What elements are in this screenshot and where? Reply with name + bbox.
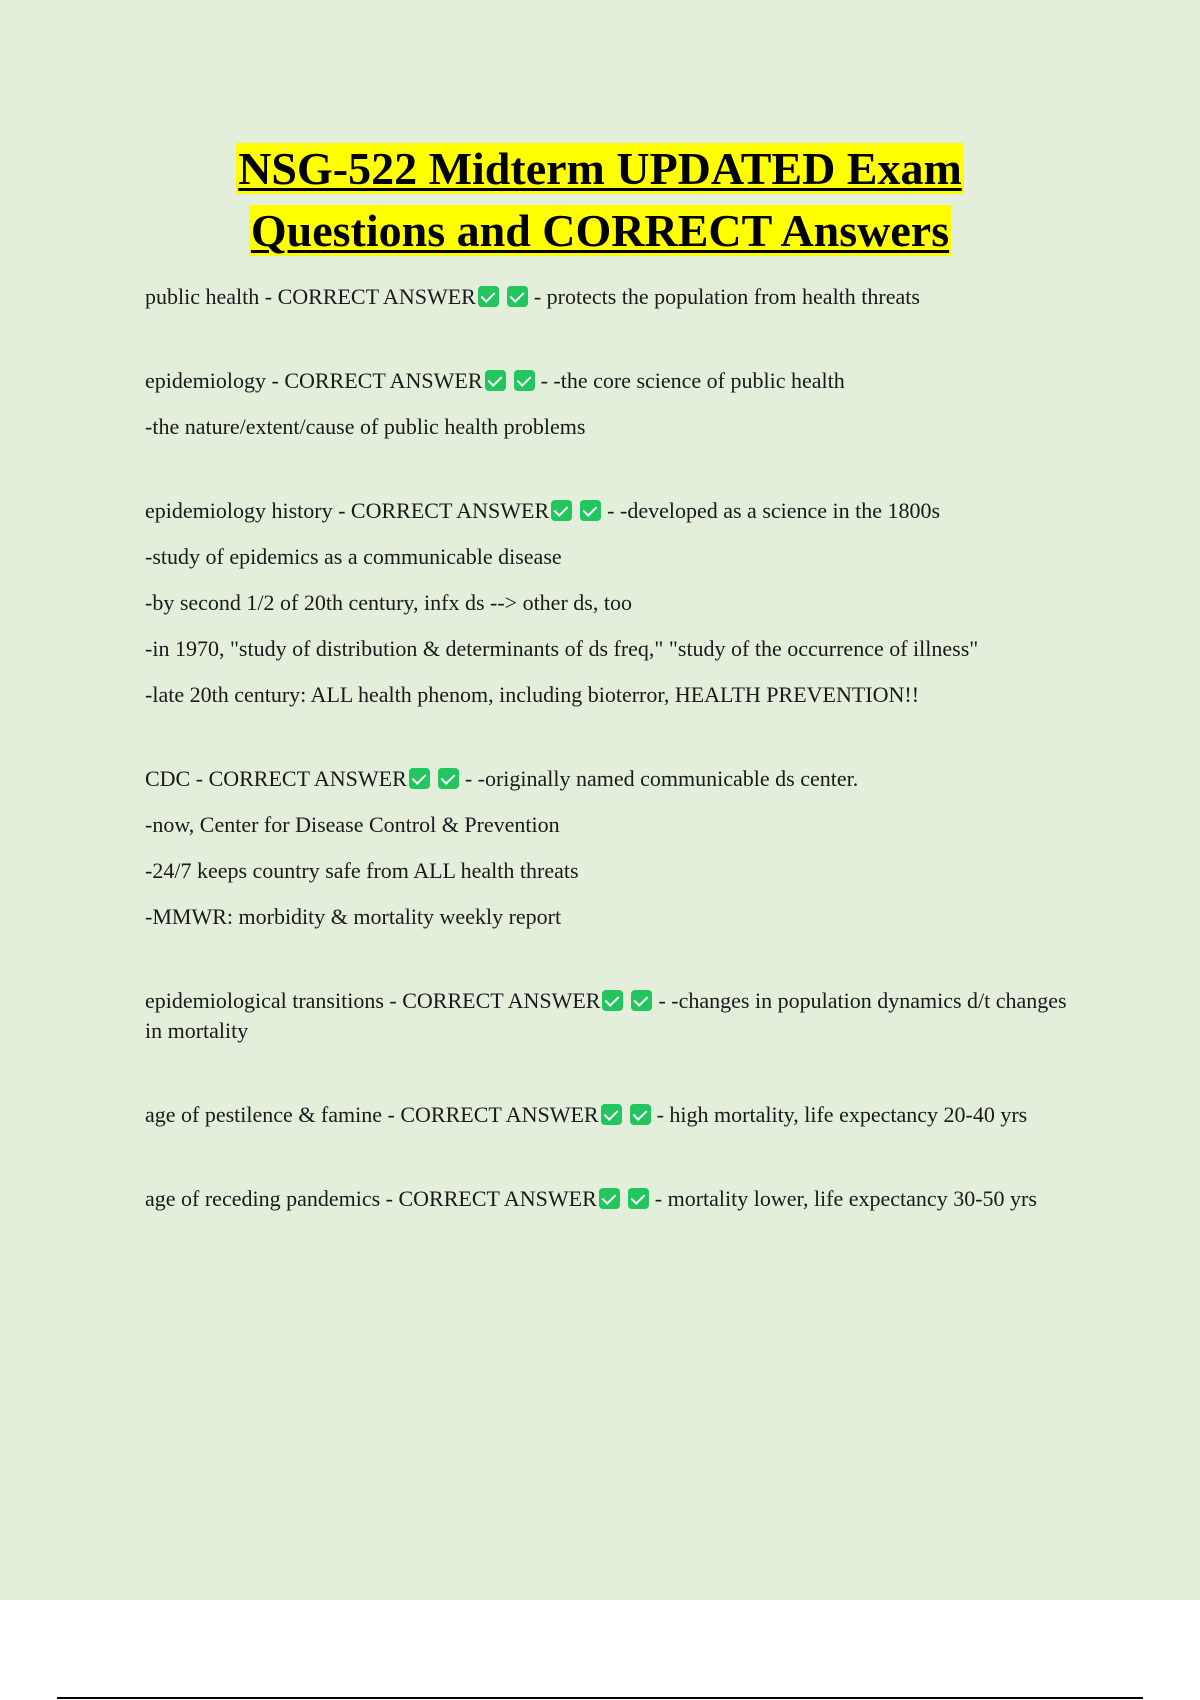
check-box-icon (485, 370, 506, 391)
document-title (0, 138, 1200, 262)
qa-answer-first-line (145, 986, 1085, 1046)
qa-entry (145, 764, 1085, 932)
footer-divider (57, 1697, 1143, 1699)
check-box-icon (438, 768, 459, 789)
answer-marker: CORRECT ANSWER (400, 1102, 599, 1127)
qa-answer-line: -24/7 keeps country safe from ALL health threats (145, 858, 579, 883)
title-line-1: NSG-522 Midterm UPDATED Exam (238, 143, 962, 194)
title-line-2: Questions and CORRECT Answers (250, 205, 950, 256)
qa-answer-text: - -originally named communicable ds center. (464, 766, 859, 791)
qa-answer-first-line (145, 764, 1085, 794)
qa-term: epidemiology - (145, 368, 285, 393)
qa-entry (145, 986, 1085, 1046)
qa-answer-line: -study of epidemics as a communicable disease (145, 544, 562, 569)
qa-answer-text: - -changes in population dynamics d/t changes in mortality (145, 988, 1067, 1043)
answer-marker: CORRECT ANSWER (350, 498, 550, 523)
qa-answer-text: - mortality lower, life expectancy 30-50 yrs (654, 1186, 1037, 1211)
qa-answer-line: -MMWR: morbidity & mortality weekly report (145, 904, 562, 929)
qa-term: epidemiology history - (145, 498, 351, 523)
qa-term: public health - (145, 284, 278, 309)
qa-answer-line: -in 1970, "study of distribution & determinants of ds freq," "study of the occurrence of illness" (145, 636, 979, 661)
qa-list (145, 282, 1085, 1268)
answer-marker: CORRECT ANSWER (284, 368, 483, 393)
answer-marker: CORRECT ANSWER (402, 988, 601, 1013)
qa-entry (145, 282, 1085, 312)
qa-answer-line: -the nature/extent/cause of public health problems (145, 414, 586, 439)
qa-answer-line: -now, Center for Disease Control & Prevention (145, 812, 560, 837)
qa-answer-first-line (145, 282, 1085, 312)
qa-answer-line: -late 20th century: ALL health phenom, including bioterror, HEALTH PREVENTION!! (145, 682, 920, 707)
check-box-icon (601, 1104, 622, 1125)
qa-term: CDC - (145, 766, 209, 791)
qa-answer-first-line (145, 1184, 1085, 1214)
check-box-icon (409, 768, 430, 789)
check-box-icon (628, 1188, 649, 1209)
check-box-icon (551, 500, 572, 521)
qa-answer-line: -by second 1/2 of 20th century, infx ds --> other ds, too (145, 590, 632, 615)
check-box-icon (478, 286, 499, 307)
answer-marker: CORRECT ANSWER (277, 284, 476, 309)
qa-term: age of pestilence & famine - (145, 1102, 401, 1127)
qa-answer-text: - -developed as a science in the 1800s (607, 498, 941, 523)
check-box-icon (514, 370, 535, 391)
qa-answer-first-line (145, 496, 1085, 526)
qa-answer-first-line (145, 1100, 1085, 1130)
qa-entry (145, 366, 1085, 442)
check-box-icon (580, 500, 601, 521)
qa-answer-text: - high mortality, life expectancy 20-40 yrs (656, 1102, 1028, 1127)
check-box-icon (631, 990, 652, 1011)
check-box-icon (602, 990, 623, 1011)
check-box-icon (599, 1188, 620, 1209)
qa-entry (145, 1184, 1085, 1214)
qa-answer-text: - -the core science of public health (540, 368, 845, 393)
qa-entry (145, 496, 1085, 710)
qa-answer-text: - protects the population from health threats (533, 284, 920, 309)
qa-answer-first-line (145, 366, 1085, 396)
qa-term: epidemiological transitions - (145, 988, 403, 1013)
answer-marker: CORRECT ANSWER (398, 1186, 597, 1211)
check-box-icon (507, 286, 528, 307)
qa-term: age of receding pandemics - (145, 1186, 399, 1211)
qa-entry (145, 1100, 1085, 1130)
check-box-icon (630, 1104, 651, 1125)
answer-marker: CORRECT ANSWER (208, 766, 407, 791)
